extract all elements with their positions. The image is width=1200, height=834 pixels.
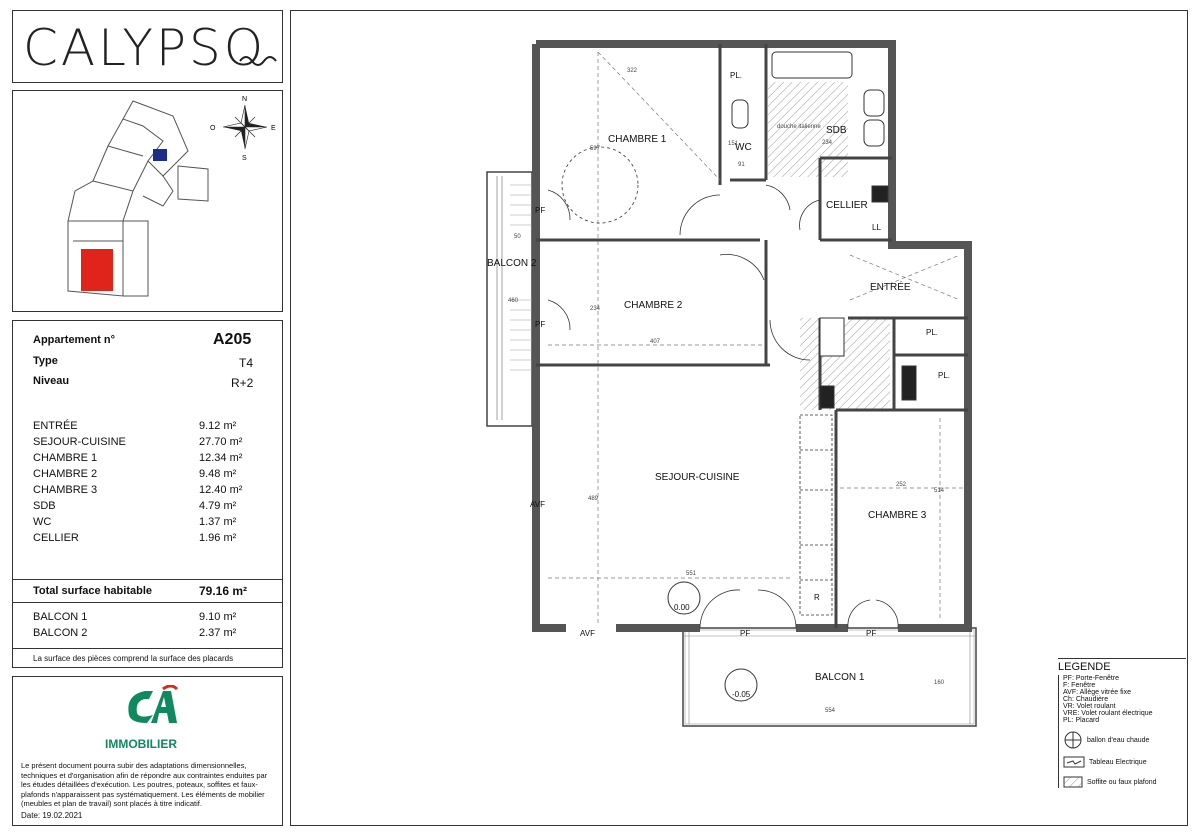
label-placard: PL. bbox=[938, 371, 951, 380]
compass-o: O bbox=[210, 125, 216, 132]
room-area: 1.96 m² bbox=[199, 532, 237, 544]
exterior-walls bbox=[536, 44, 968, 628]
room-area: 9.12 m² bbox=[199, 420, 237, 432]
dimension-label: 554 bbox=[825, 708, 836, 714]
legend-item: VRE: Volet roulant électrique bbox=[1063, 710, 1153, 717]
legend-item: PF: Porte-Fenêtre bbox=[1063, 675, 1120, 682]
dimension-label: 151 bbox=[728, 141, 739, 147]
label-porte-fenetre: PF bbox=[866, 629, 877, 638]
label-entree: ENTRÉE bbox=[870, 282, 911, 293]
label-placard: PL. bbox=[730, 71, 743, 80]
label-wc: WC bbox=[735, 142, 752, 153]
dimension-label: 234 bbox=[822, 140, 833, 146]
balcony-name: BALCON 1 bbox=[33, 611, 88, 623]
compass-e: E bbox=[271, 125, 276, 132]
label-porte-fenetre: PF bbox=[535, 206, 546, 215]
compass-s: S bbox=[242, 155, 247, 162]
type-label: Type bbox=[33, 355, 58, 367]
tableau-electrique-icon bbox=[1063, 756, 1085, 768]
room-name: CHAMBRE 3 bbox=[33, 484, 98, 496]
type-value: T4 bbox=[239, 356, 254, 370]
disclaimer-text: Le présent document pourra subir des adaptations dimensionnelles, techniques et d'organisation afin de répondre aux contraintes enduites par les études détaillées d'exécution. Les poutres, poteaux, soffites et faux-plafonds n'apparaissent pas systématiquement. Les éléments de mobilier (meubles et plan de travail) sont placés à titre indicatif. bbox=[21, 761, 268, 808]
label-cellier: CELLIER bbox=[826, 200, 868, 211]
apartment-number-label: Appartement n° bbox=[33, 334, 116, 346]
balcony-area: 9.10 m² bbox=[199, 611, 237, 623]
room-name: SDB bbox=[33, 500, 56, 512]
dimension-label: 407 bbox=[650, 339, 661, 345]
balcony-name: BALCON 2 bbox=[33, 627, 88, 639]
legend-item: VR: Volet roulant bbox=[1063, 703, 1116, 710]
label-balcon-1: BALCON 1 bbox=[815, 672, 865, 683]
soffite-zone bbox=[800, 318, 890, 410]
ballon-eau-chaude-icon bbox=[1063, 730, 1083, 750]
label-allege: AVF bbox=[580, 629, 595, 638]
label-sejour-cuisine: SEJOUR-CUISINE bbox=[655, 472, 740, 483]
legend-panel bbox=[1058, 658, 1186, 808]
legend-tableau-label: Tableau Electrique bbox=[1089, 758, 1147, 766]
brand-name: CALYPSO bbox=[23, 19, 267, 77]
compass-n: N bbox=[242, 96, 248, 103]
bank-name: IMMOBILIER bbox=[105, 737, 177, 751]
room-name: CELLIER bbox=[33, 532, 79, 544]
room-area: 1.37 m² bbox=[199, 516, 237, 528]
room-name: WC bbox=[33, 516, 52, 528]
total-value: 79.16 m² bbox=[199, 584, 248, 598]
label-chambre-3: CHAMBRE 3 bbox=[868, 510, 927, 521]
soffite-icon bbox=[1063, 776, 1083, 788]
label-allege: AVF bbox=[530, 500, 545, 509]
document-date: Date: 19.02.2021 bbox=[21, 811, 83, 820]
label-r: R bbox=[814, 593, 820, 602]
label-chambre-1: CHAMBRE 1 bbox=[608, 134, 667, 145]
level-marker: -0.05 bbox=[732, 690, 751, 699]
dimension-label: 489 bbox=[588, 496, 599, 502]
label-balcon-2: BALCON 2 bbox=[487, 258, 537, 269]
balcony-area: 2.37 m² bbox=[199, 627, 237, 639]
room-area: 27.70 m² bbox=[199, 436, 243, 448]
interior-walls bbox=[536, 44, 968, 628]
legend-soffite-label: Soffite ou faux plafond bbox=[1087, 778, 1157, 786]
room-area: 12.34 m² bbox=[199, 452, 243, 464]
room-name: SEJOUR-CUISINE bbox=[33, 436, 126, 448]
legend-item: F: Fenêtre bbox=[1063, 682, 1096, 689]
total-label: Total surface habitable bbox=[33, 585, 152, 597]
surface-note: La surface des pièces comprend la surface des placards bbox=[33, 654, 234, 663]
legend-item: AVF: Allège vitrée fixe bbox=[1063, 689, 1131, 696]
label-porte-fenetre: PF bbox=[740, 629, 751, 638]
label-sdb: SDB bbox=[826, 125, 847, 136]
room-name: ENTRÉE bbox=[33, 420, 78, 432]
label-placard: PL. bbox=[926, 328, 939, 337]
legend-ballon-label: ballon d'eau chaude bbox=[1087, 736, 1150, 744]
label-ll: LL bbox=[872, 223, 881, 232]
label-porte-fenetre: PF bbox=[535, 320, 546, 329]
dimension-label: 514 bbox=[934, 488, 945, 494]
dimension-label: 50 bbox=[514, 234, 521, 240]
dimension-label: 91 bbox=[738, 162, 745, 168]
legend-item: PL: Placard bbox=[1063, 717, 1100, 724]
room-name: CHAMBRE 1 bbox=[33, 452, 98, 464]
label-douche: douche italienne bbox=[777, 124, 821, 130]
legend-item: Ch: Chaudière bbox=[1063, 696, 1109, 703]
dimension-label: 460 bbox=[508, 298, 519, 304]
dimension-label: 597 bbox=[590, 146, 601, 152]
legend-title: LEGENDE bbox=[1058, 658, 1186, 673]
room-area: 4.79 m² bbox=[199, 500, 237, 512]
level-marker: 0.00 bbox=[674, 603, 690, 612]
dimension-label: 234 bbox=[590, 306, 601, 312]
room-name: CHAMBRE 2 bbox=[33, 468, 98, 480]
dimension-label: 551 bbox=[686, 571, 697, 577]
level-label: Niveau bbox=[33, 375, 70, 387]
dimension-label: 252 bbox=[896, 482, 907, 488]
dimension-label: 322 bbox=[627, 68, 638, 74]
room-area: 12.40 m² bbox=[199, 484, 243, 496]
label-chambre-2: CHAMBRE 2 bbox=[624, 300, 683, 311]
kitchen-counter bbox=[800, 415, 832, 615]
dimension-label: 160 bbox=[934, 680, 945, 686]
level-value: R+2 bbox=[231, 376, 254, 390]
apartment-number: A205 bbox=[213, 331, 252, 348]
room-area: 9.48 m² bbox=[199, 468, 237, 480]
